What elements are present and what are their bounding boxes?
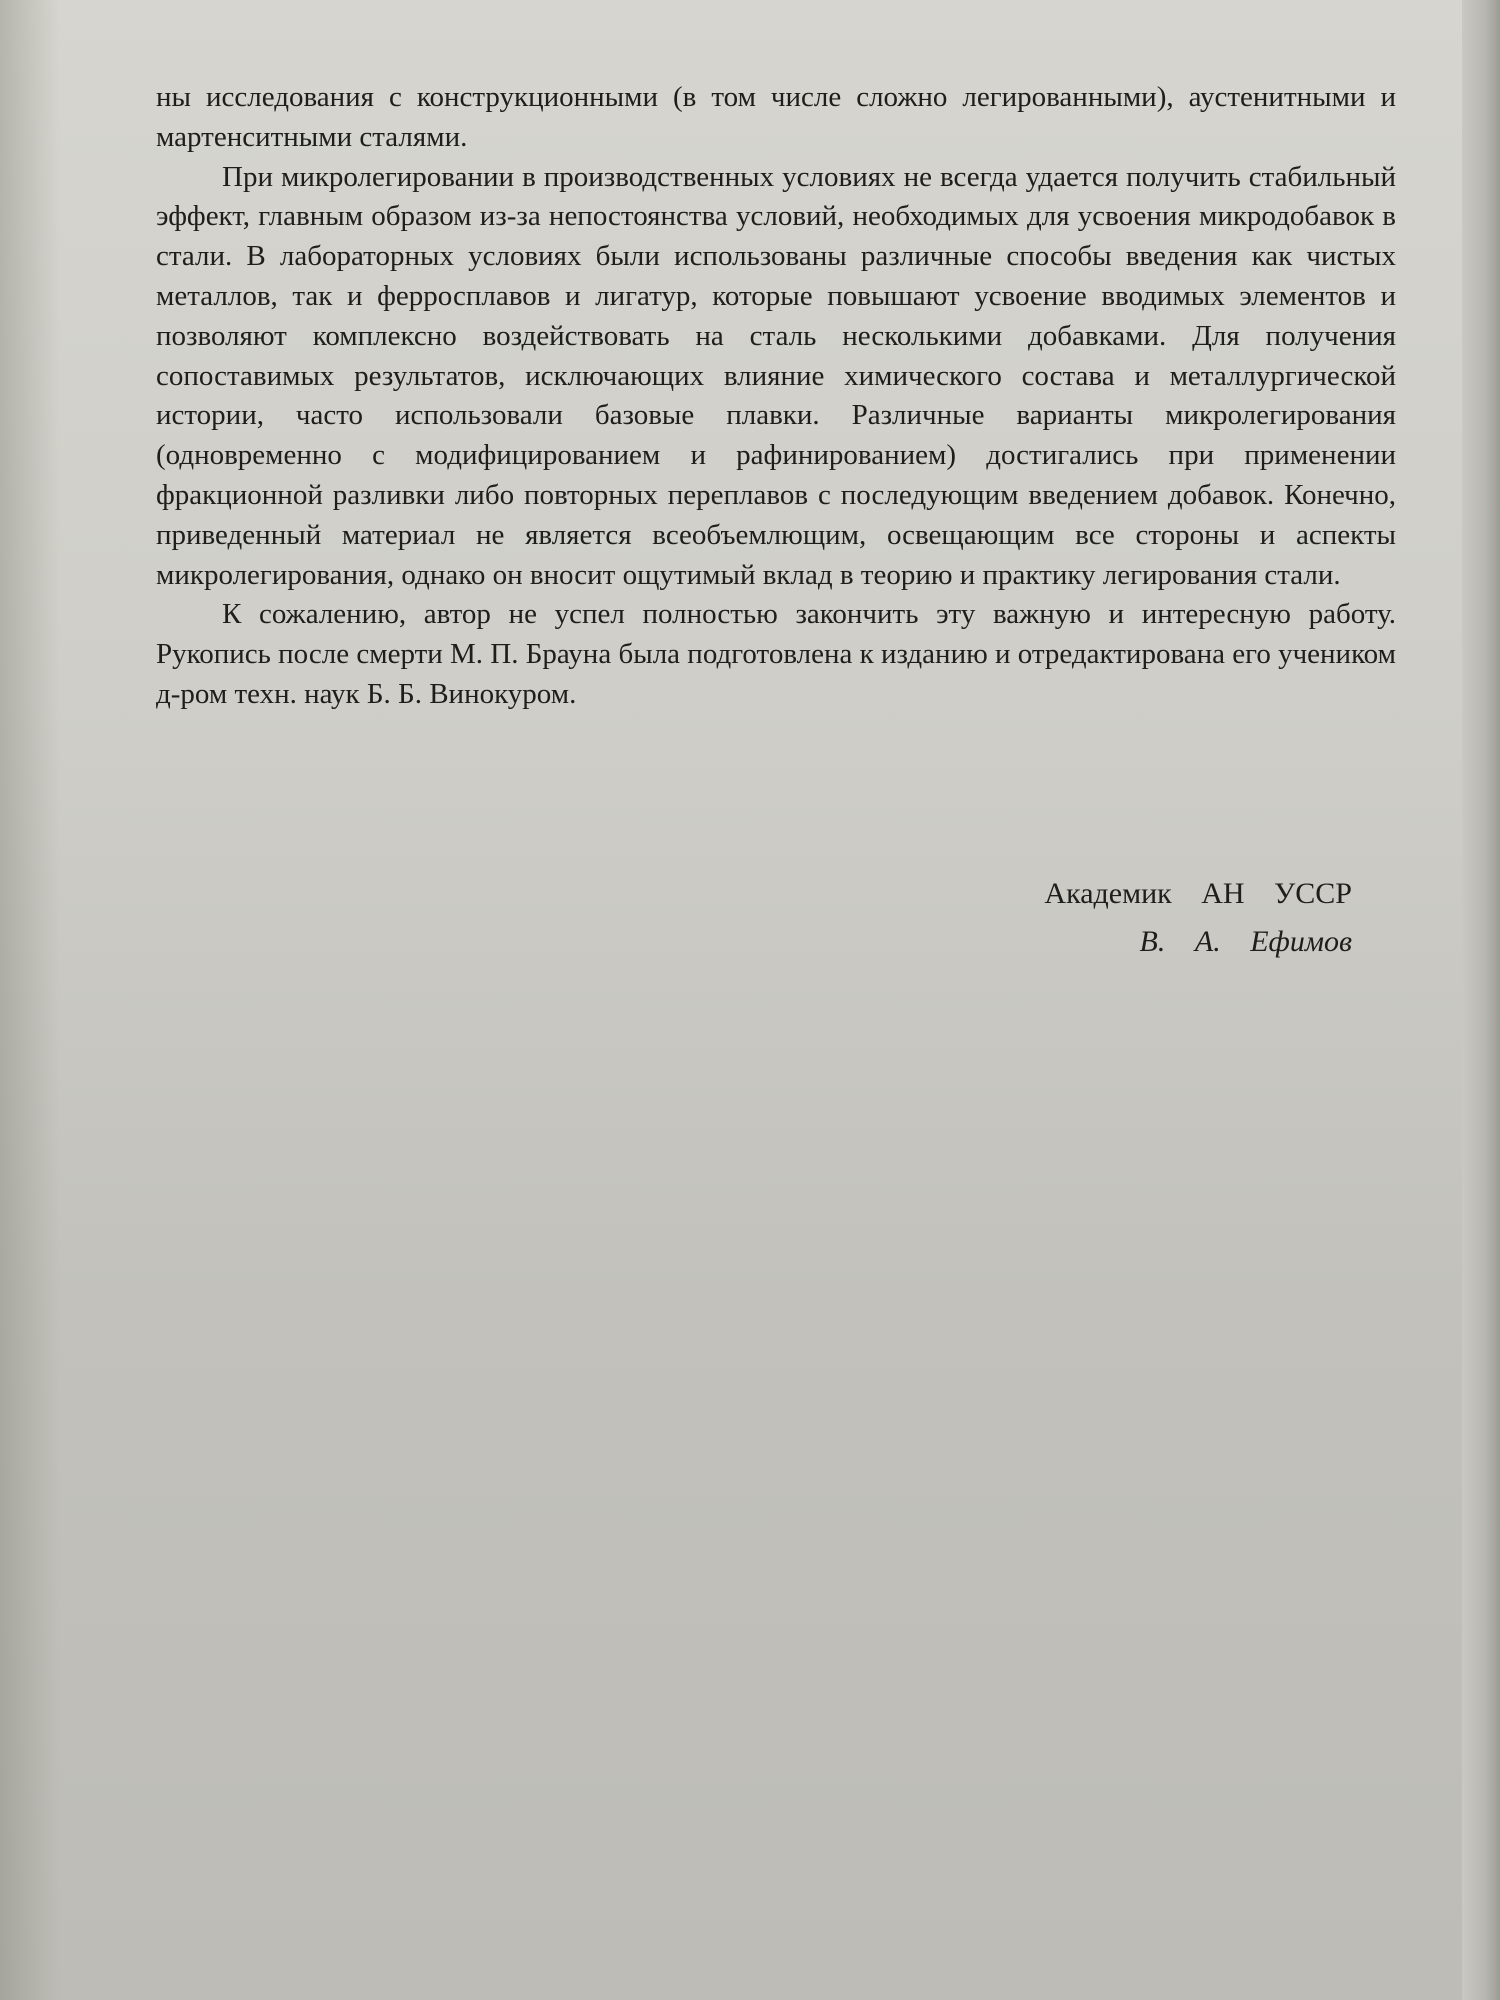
signature-name: В. А. Ефимов: [1139, 925, 1352, 958]
paragraph-microalloying: При микролегировании в производственных условиях не всегда удается получить стабильный эффект, главным образом из-за непостоянства условий, необходимых для усвоения микродобавок в стали. В лабораторных условиях были использованы различные способы введения как чистых металлов, так и ферросплавов и лигатур, которые повышают усвоение вводимых элементов и позволяют комплексно воздействовать на сталь несколькими добавками. Для получения сопоставимых результатов, исключающих влияние химического состава и металлургической истории, часто использовали базовые плавки. Различные варианты микролегирования (одновременно с модифицированием и рафинированием) достигались при применении фракционной разливки либо повторных переплавов с последующим введением добавок. Конечно, приведенный материал не является всеобъемлющим, освещающим все стороны и аспекты микролегирования, однако он вносит ощутимый вклад в теорию и практику легирования стали.: [156, 160, 1396, 591]
page-edge: [1462, 0, 1500, 2000]
paragraph-manuscript: К сожалению, автор не успел полностью закончить эту важную и интересную работу. Рукопись после смерти М. П. Брауна была подготовлена к изданию и отредактирована его учеником д-ром техн. наук Б. Б. Винокуром.: [156, 598, 1396, 710]
body-text: [156, 78, 1396, 715]
signature-block: [1044, 870, 1352, 966]
paragraph-continued: ны исследования с конструкционными (в том числе сложно легированными), аустенитными и мартенситными сталями.: [156, 81, 1396, 153]
signature-rank: Академик АН УССР: [1044, 877, 1352, 910]
